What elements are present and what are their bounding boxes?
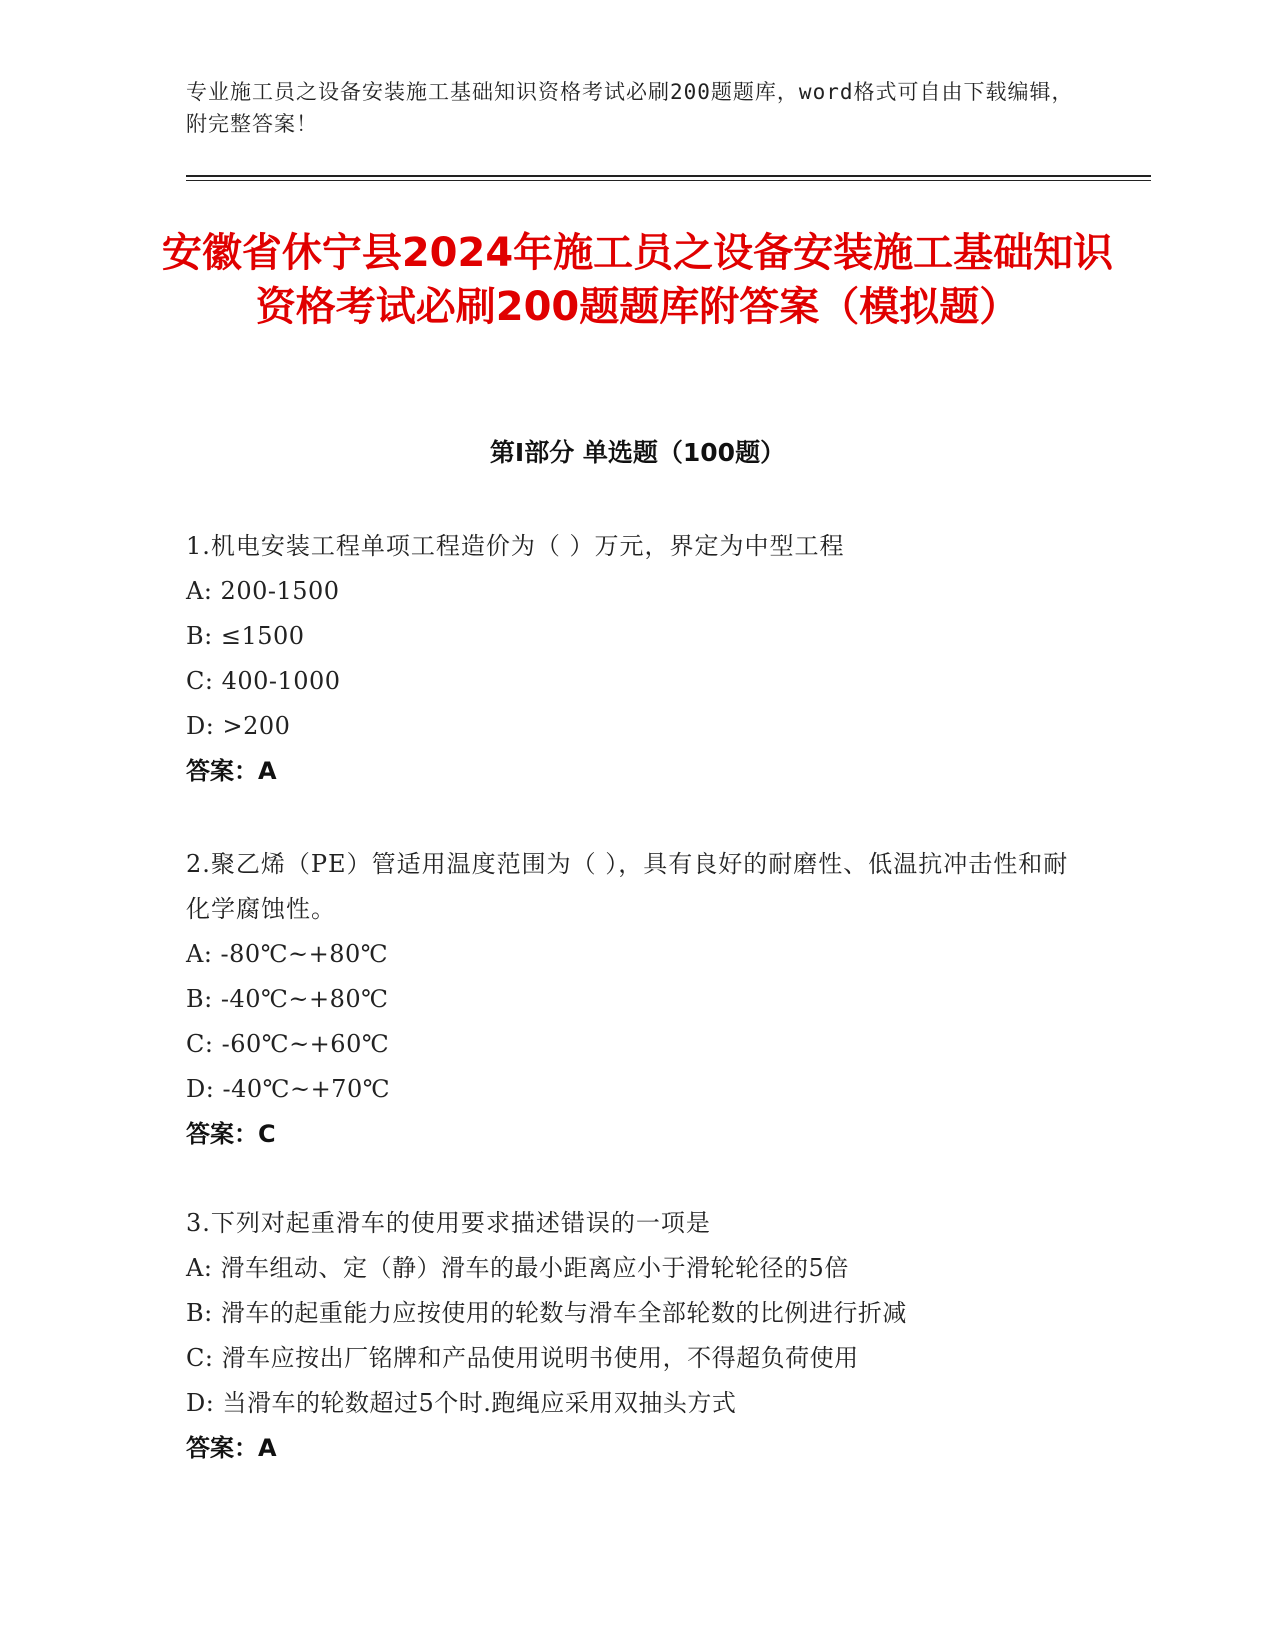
option-d: D: >200 <box>186 712 291 740</box>
header-note: 专业施工员之设备安装施工基础知识资格考试必刷200题题库，word格式可自由下载编辑，附完整答案！ <box>186 80 1074 136</box>
header-divider-thin <box>186 180 1151 181</box>
question-stem: 3.下列对起重滑车的使用要求描述错误的一项是 <box>186 1209 711 1237</box>
option-a: A: -80℃~+80℃ <box>186 940 389 968</box>
header-divider <box>186 175 1151 177</box>
option-c: C: -60℃~+60℃ <box>186 1030 390 1058</box>
document-title: 安徽省休宁县2024年施工员之设备安装施工基础知识资格考试必刷200题题库附答案（模拟题） <box>161 230 1114 330</box>
option-d: D: -40℃~+70℃ <box>186 1075 391 1103</box>
question-3 <box>186 1201 1086 1471</box>
option-c: C: 滑车应按出厂铭牌和产品使用说明书使用，不得超负荷使用 <box>186 1344 859 1372</box>
question-2 <box>186 842 1086 1157</box>
question-1 <box>186 524 1086 794</box>
answer-line: 答案：A <box>186 757 277 785</box>
answer-line: 答案：A <box>186 1434 277 1462</box>
option-c: C: 400-1000 <box>186 667 341 695</box>
option-b: B: -40℃~+80℃ <box>186 985 389 1013</box>
option-a: A: 200-1500 <box>186 577 340 605</box>
section-heading: 第Ⅰ部分 单选题（100题） <box>489 438 786 467</box>
option-b: B: 滑车的起重能力应按使用的轮数与滑车全部轮数的比例进行折减 <box>186 1299 907 1327</box>
option-d: D: 当滑车的轮数超过5个时.跑绳应采用双抽头方式 <box>186 1389 737 1417</box>
option-a: A: 滑车组动、定（静）滑车的最小距离应小于滑轮轮径的5倍 <box>186 1254 849 1282</box>
question-stem: 1.机电安装工程单项工程造价为（ ）万元，界定为中型工程 <box>186 532 845 560</box>
option-b: B: ≤1500 <box>186 622 305 650</box>
question-stem: 2.聚乙烯（PE）管适用温度范围为（ ），具有良好的耐磨性、低温抗冲击性和耐化学腐蚀性。 <box>186 850 1069 923</box>
answer-line: 答案：C <box>186 1120 276 1148</box>
